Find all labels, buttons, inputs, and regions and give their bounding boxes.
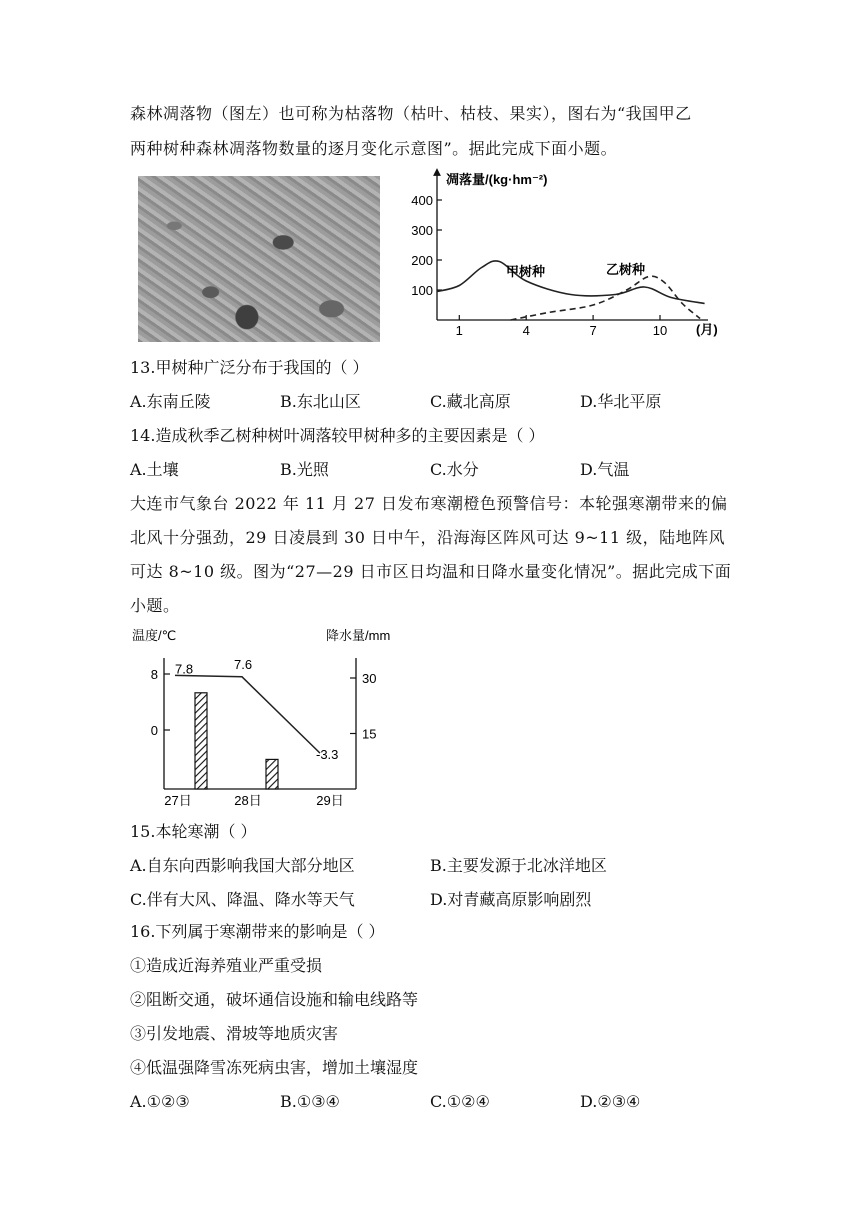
left-tick-label-0: 0 <box>150 723 158 738</box>
q16-option-a[interactable]: A.①②③ <box>130 1092 190 1111</box>
q13-option-d[interactable]: D.华北平原 <box>580 392 662 411</box>
temp-label-3: -3.3 <box>316 747 339 763</box>
q16-statement-4: ④低温强降雪冻死病虫害，增加土壤湿度 <box>130 1058 419 1077</box>
q15-stem: 15.本轮寒潮（ ） <box>130 822 257 841</box>
intro1-line2: 两种树种森林凋落物数量的逐月变化示意图”。据此完成下面小题。 <box>130 139 618 158</box>
precip-bar-2 <box>266 759 278 789</box>
precip-bar-1 <box>195 693 207 789</box>
intro2-line4: 小题。 <box>130 596 180 615</box>
temp-label-1: 7.8 <box>175 661 194 677</box>
temp-label-2: 7.6 <box>234 656 253 672</box>
x-axis-label: (月) <box>696 322 718 337</box>
series-label-yi: 乙树种 <box>606 262 646 277</box>
q14-option-a[interactable]: A.土壤 <box>130 460 179 479</box>
cold-wave-chart <box>130 622 410 812</box>
day-label-1: 27日 <box>164 793 192 808</box>
x-tick-label-7: 7 <box>589 323 597 338</box>
q13-option-c[interactable]: C.藏北高原 <box>430 392 511 411</box>
q13-option-b[interactable]: B.东北山区 <box>280 392 361 411</box>
y-tick-label-400: 400 <box>411 193 433 208</box>
q16-statement-1: ①造成近海养殖业严重受损 <box>130 956 323 975</box>
right-tick-label-15: 15 <box>362 726 377 742</box>
series-label-jia: 甲树种 <box>506 264 546 279</box>
y-tick-label-100: 100 <box>411 283 433 298</box>
day-label-3: 29日 <box>316 793 344 808</box>
q14-stem: 14.造成秋季乙树种树叶凋落较甲树种多的主要因素是（ ） <box>130 426 545 445</box>
q16-option-c[interactable]: C.①②④ <box>430 1092 490 1111</box>
leaf-litter-photo <box>138 176 380 342</box>
q13-option-a[interactable]: A.东南丘陵 <box>130 392 211 411</box>
q14-option-c[interactable]: C.水分 <box>430 460 479 479</box>
intro2-line1: 大连市气象台 2022 年 11 月 27 日发布寒潮橙色预警信号：本轮强寒潮带来的偏 <box>130 494 728 513</box>
intro1-line1: 森林凋落物（图左）也可称为枯落物（枯叶、枯枝、果实），图右为“我国甲乙 <box>130 104 692 123</box>
q15-option-d[interactable]: D.对青藏高原影响剧烈 <box>430 890 592 909</box>
y-axis-label: 凋落量/(kg·hm⁻²) <box>446 172 548 187</box>
right-axis-label: 降水量/mm <box>326 628 391 643</box>
q16-statement-2: ②阻断交通，破坏通信设施和输电线路等 <box>130 990 419 1009</box>
q15-option-c[interactable]: C.伴有大风、降温、降水等天气 <box>130 890 355 909</box>
q16-statement-3: ③引发地震、滑坡等地质灾害 <box>130 1024 339 1043</box>
q16-option-d[interactable]: D.②③④ <box>580 1092 641 1111</box>
x-tick-label-1: 1 <box>455 323 463 338</box>
left-tick-label-8: 8 <box>150 667 158 682</box>
x-tick-label-4: 4 <box>522 323 530 338</box>
right-tick-label-30: 30 <box>362 671 377 686</box>
q14-option-b[interactable]: B.光照 <box>280 460 329 479</box>
q16-stem: 16.下列属于寒潮带来的影响是（ ） <box>130 922 385 941</box>
q14-option-d[interactable]: D.气温 <box>580 460 630 479</box>
y-tick-label-300: 300 <box>411 223 433 238</box>
q15-option-a[interactable]: A.自东向西影响我国大部分地区 <box>130 856 355 875</box>
x-tick-label-10: 10 <box>652 323 668 338</box>
day-label-2: 28日 <box>234 793 262 808</box>
litterfall-chart <box>400 168 730 348</box>
q13-stem: 13.甲树种广泛分布于我国的（ ） <box>130 358 369 377</box>
y-tick-label-200: 200 <box>411 253 433 268</box>
q15-option-b[interactable]: B.主要发源于北冰洋地区 <box>430 856 607 875</box>
intro2-line2: 北风十分强劲，29 日凌晨到 30 日中午，沿海海区阵风可达 9~11 级，陆地阵风 <box>130 528 726 547</box>
intro2-line3: 可达 8~10 级。图为“27—29 日市区日均温和日降水量变化情况”。据此完成下面 <box>130 562 732 581</box>
q16-option-b[interactable]: B.①③④ <box>280 1092 340 1111</box>
left-axis-label: 温度/℃ <box>132 628 177 643</box>
